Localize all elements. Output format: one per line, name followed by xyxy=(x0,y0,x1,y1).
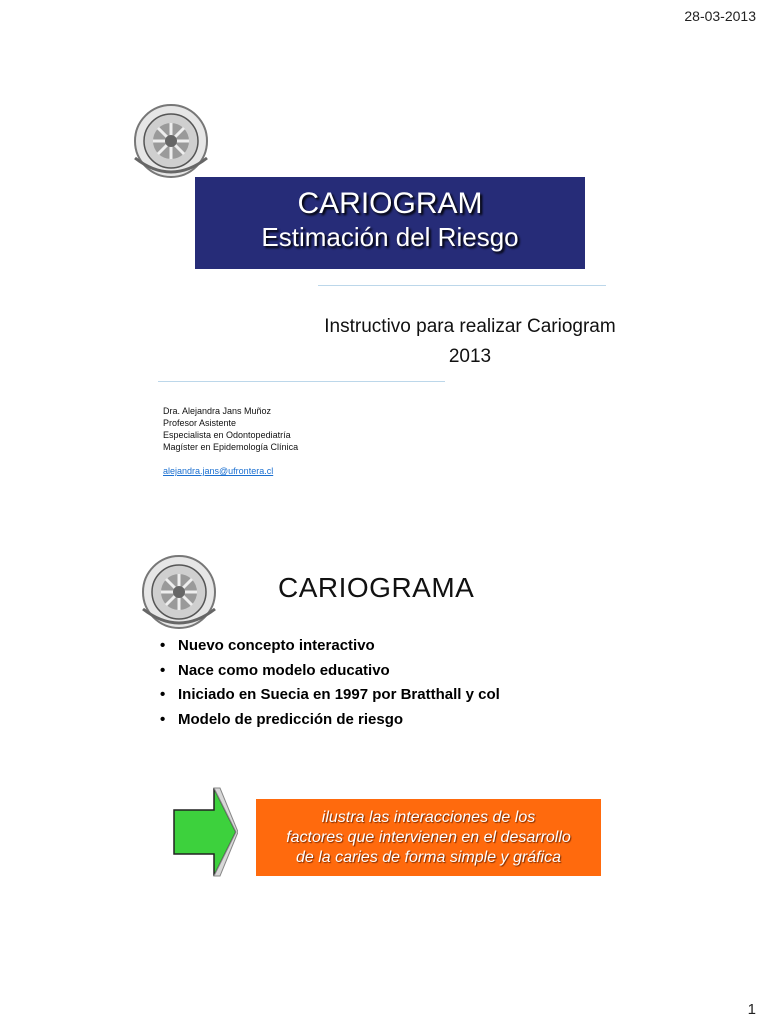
right-arrow-icon xyxy=(172,786,238,883)
bullet-item: • Modelo de predicción de riesgo xyxy=(160,708,500,733)
callout-box xyxy=(256,799,601,876)
author-degree: Magíster en Epidemología Clínica xyxy=(163,442,299,452)
callout-line: de la caries de forma simple y gráfica xyxy=(296,848,561,866)
author-email-link[interactable]: alejandra.jans@ufrontera.cl xyxy=(163,466,274,476)
slide-subtitle: Estimación del Riesgo xyxy=(261,222,519,252)
bullet-item: • Iniciado en Suecia en 1997 por Bratthall y col xyxy=(160,683,500,708)
instructivo-block xyxy=(270,312,670,372)
page-number: 1 xyxy=(747,1001,756,1018)
page-date: 28-03-2013 xyxy=(684,8,756,24)
university-seal-icon xyxy=(127,102,215,185)
author-block xyxy=(163,405,298,477)
university-seal-icon xyxy=(135,553,223,636)
bullet-item: • Nuevo concepto interactivo xyxy=(160,634,500,659)
instructivo-line: Instructivo para realizar Cariogram xyxy=(324,316,616,337)
title-banner xyxy=(195,177,585,269)
bullet-list xyxy=(160,634,500,732)
slide-title: CARIOGRAM xyxy=(297,187,483,220)
divider-line xyxy=(158,381,445,382)
divider-line xyxy=(318,285,606,286)
instructivo-year: 2013 xyxy=(448,346,492,367)
slide-title: CARIOGRAMA xyxy=(278,572,475,603)
author-specialty: Especialista en Odontopediatría xyxy=(163,430,291,440)
callout-line: ilustra las interacciones de los xyxy=(321,808,536,826)
callout-line: factores que intervienen en el desarrollo xyxy=(286,828,571,846)
author-name: Dra. Alejandra Jans Muñoz xyxy=(163,406,272,416)
bullet-item: • Nace como modelo educativo xyxy=(160,659,500,684)
author-role: Profesor Asistente xyxy=(163,418,237,428)
